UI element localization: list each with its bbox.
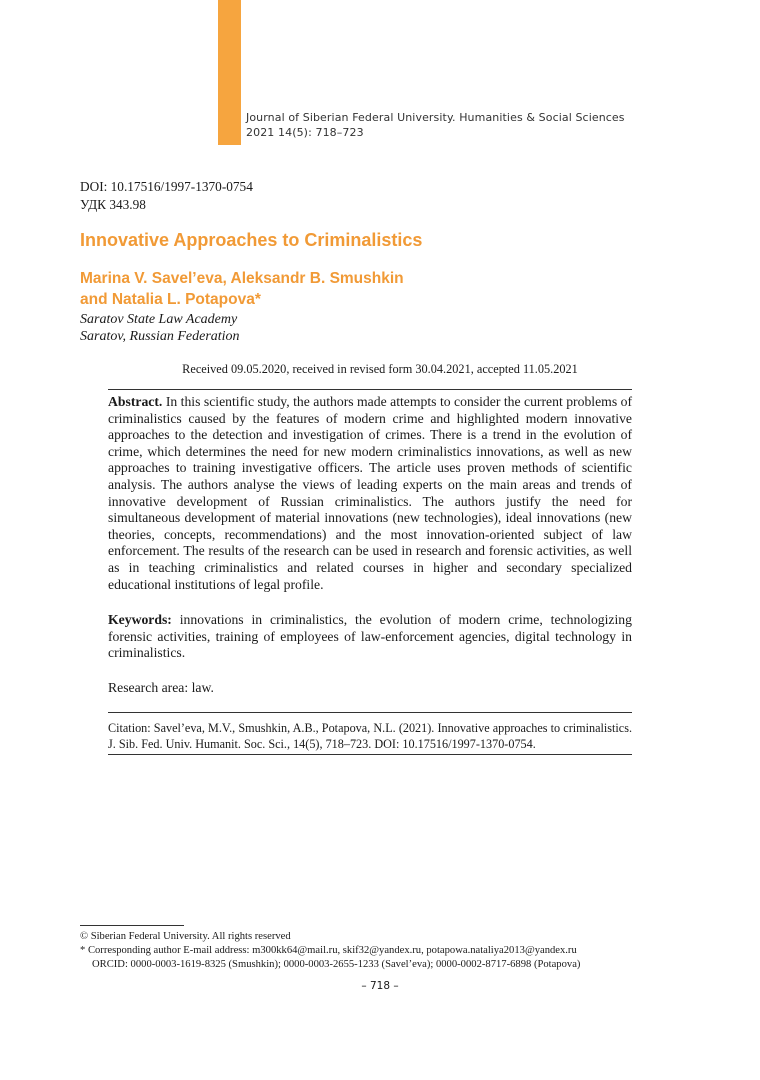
header-accent-bar [218, 0, 241, 145]
affiliation [80, 311, 240, 345]
page-number: – 718 – [361, 980, 399, 992]
keywords [108, 612, 632, 662]
journal-volume: 2021 14(5): 718–723 [246, 126, 364, 139]
journal-header [246, 110, 625, 140]
abstract [108, 394, 632, 593]
copyright-note: © Siberian Federal University. All rights reserved [80, 931, 291, 942]
article-title: Innovative Approaches to Criminalistics [80, 230, 423, 250]
citation: Citation: Savel’eva, M.V., Smushkin, A.B., Potapova, N.L. (2021). Innovative approaches to criminalistics. J. Sib. Fed. Univ. Humanit. Soc. Sci., 14(5), 718–723. DOI: 10.17516/1997-1370-0754. [108, 721, 632, 751]
keywords-text: innovations in criminalistics, the evolution of modern crime, technologizing forensic activities, training of employees of law-enforcement agencies, digital technology in criminalistics. [108, 612, 632, 661]
orcid-note: ORCID: 0000-0003-1619-8325 (Smushkin); 0000-0003-2655-1233 (Savel’eva); 0000-0002-8717-6898 (Potapova) [92, 959, 581, 970]
journal-name: Journal of Siberian Federal University. Humanities & Social Sciences [246, 111, 625, 124]
doi-line: DOI: 10.17516/1997-1370-0754 [80, 179, 253, 194]
affiliation-institution: Saratov State Law Academy [80, 312, 238, 327]
authors-line-1: Marina V. Savel’eva, Aleksandr B. Smushkin [80, 270, 404, 287]
abstract-text: In this scientific study, the authors made attempts to consider the current problems of criminalistics caused by the features of modern crime and highlighted modern innovative approaches to the detection and investigation of crimes. There is a trend in the evolution of crime, which determines the need for new modern criminalistics innovations, as well as new approaches to training investigative officers. The article uses proven methods of scientific analysis. The authors analyse the views of leading experts on the main areas and trends of innovative development of Russian criminalistics. The authors justify the need for simultaneous development of material innovations (new technologies), ideal innovations (new theories, concepts, recommendations) and the most innovation-oriented subject of law enforcement. The results of the research can be used in research and forensic activities, as well as in teaching criminalistics and related courses in higher and secondary specialized educational institutions of legal profile. [108, 394, 633, 592]
udk-line: УДК 343.98 [80, 197, 146, 212]
abstract-label: Abstract. [108, 394, 163, 409]
divider-citation-top [108, 712, 632, 713]
keywords-label: Keywords: [108, 612, 172, 627]
divider-top [108, 389, 632, 390]
divider-citation-bottom [108, 754, 632, 755]
affiliation-location: Saratov, Russian Federation [80, 329, 240, 344]
footnotes [80, 930, 580, 972]
identifiers [80, 178, 253, 214]
footnote-divider [80, 925, 184, 926]
research-area: Research area: law. [108, 680, 214, 695]
corresponding-author-note: * Corresponding author E-mail address: m300kk64@mail.ru, skif32@yandex.ru, potapowa.nataliya2013@yandex.ru [80, 945, 577, 956]
authors-line-2: and Natalia L. Potapova* [80, 291, 261, 308]
authors [80, 268, 404, 310]
received-dates: Received 09.05.2020, received in revised form 30.04.2021, accepted 11.05.2021 [182, 362, 578, 376]
